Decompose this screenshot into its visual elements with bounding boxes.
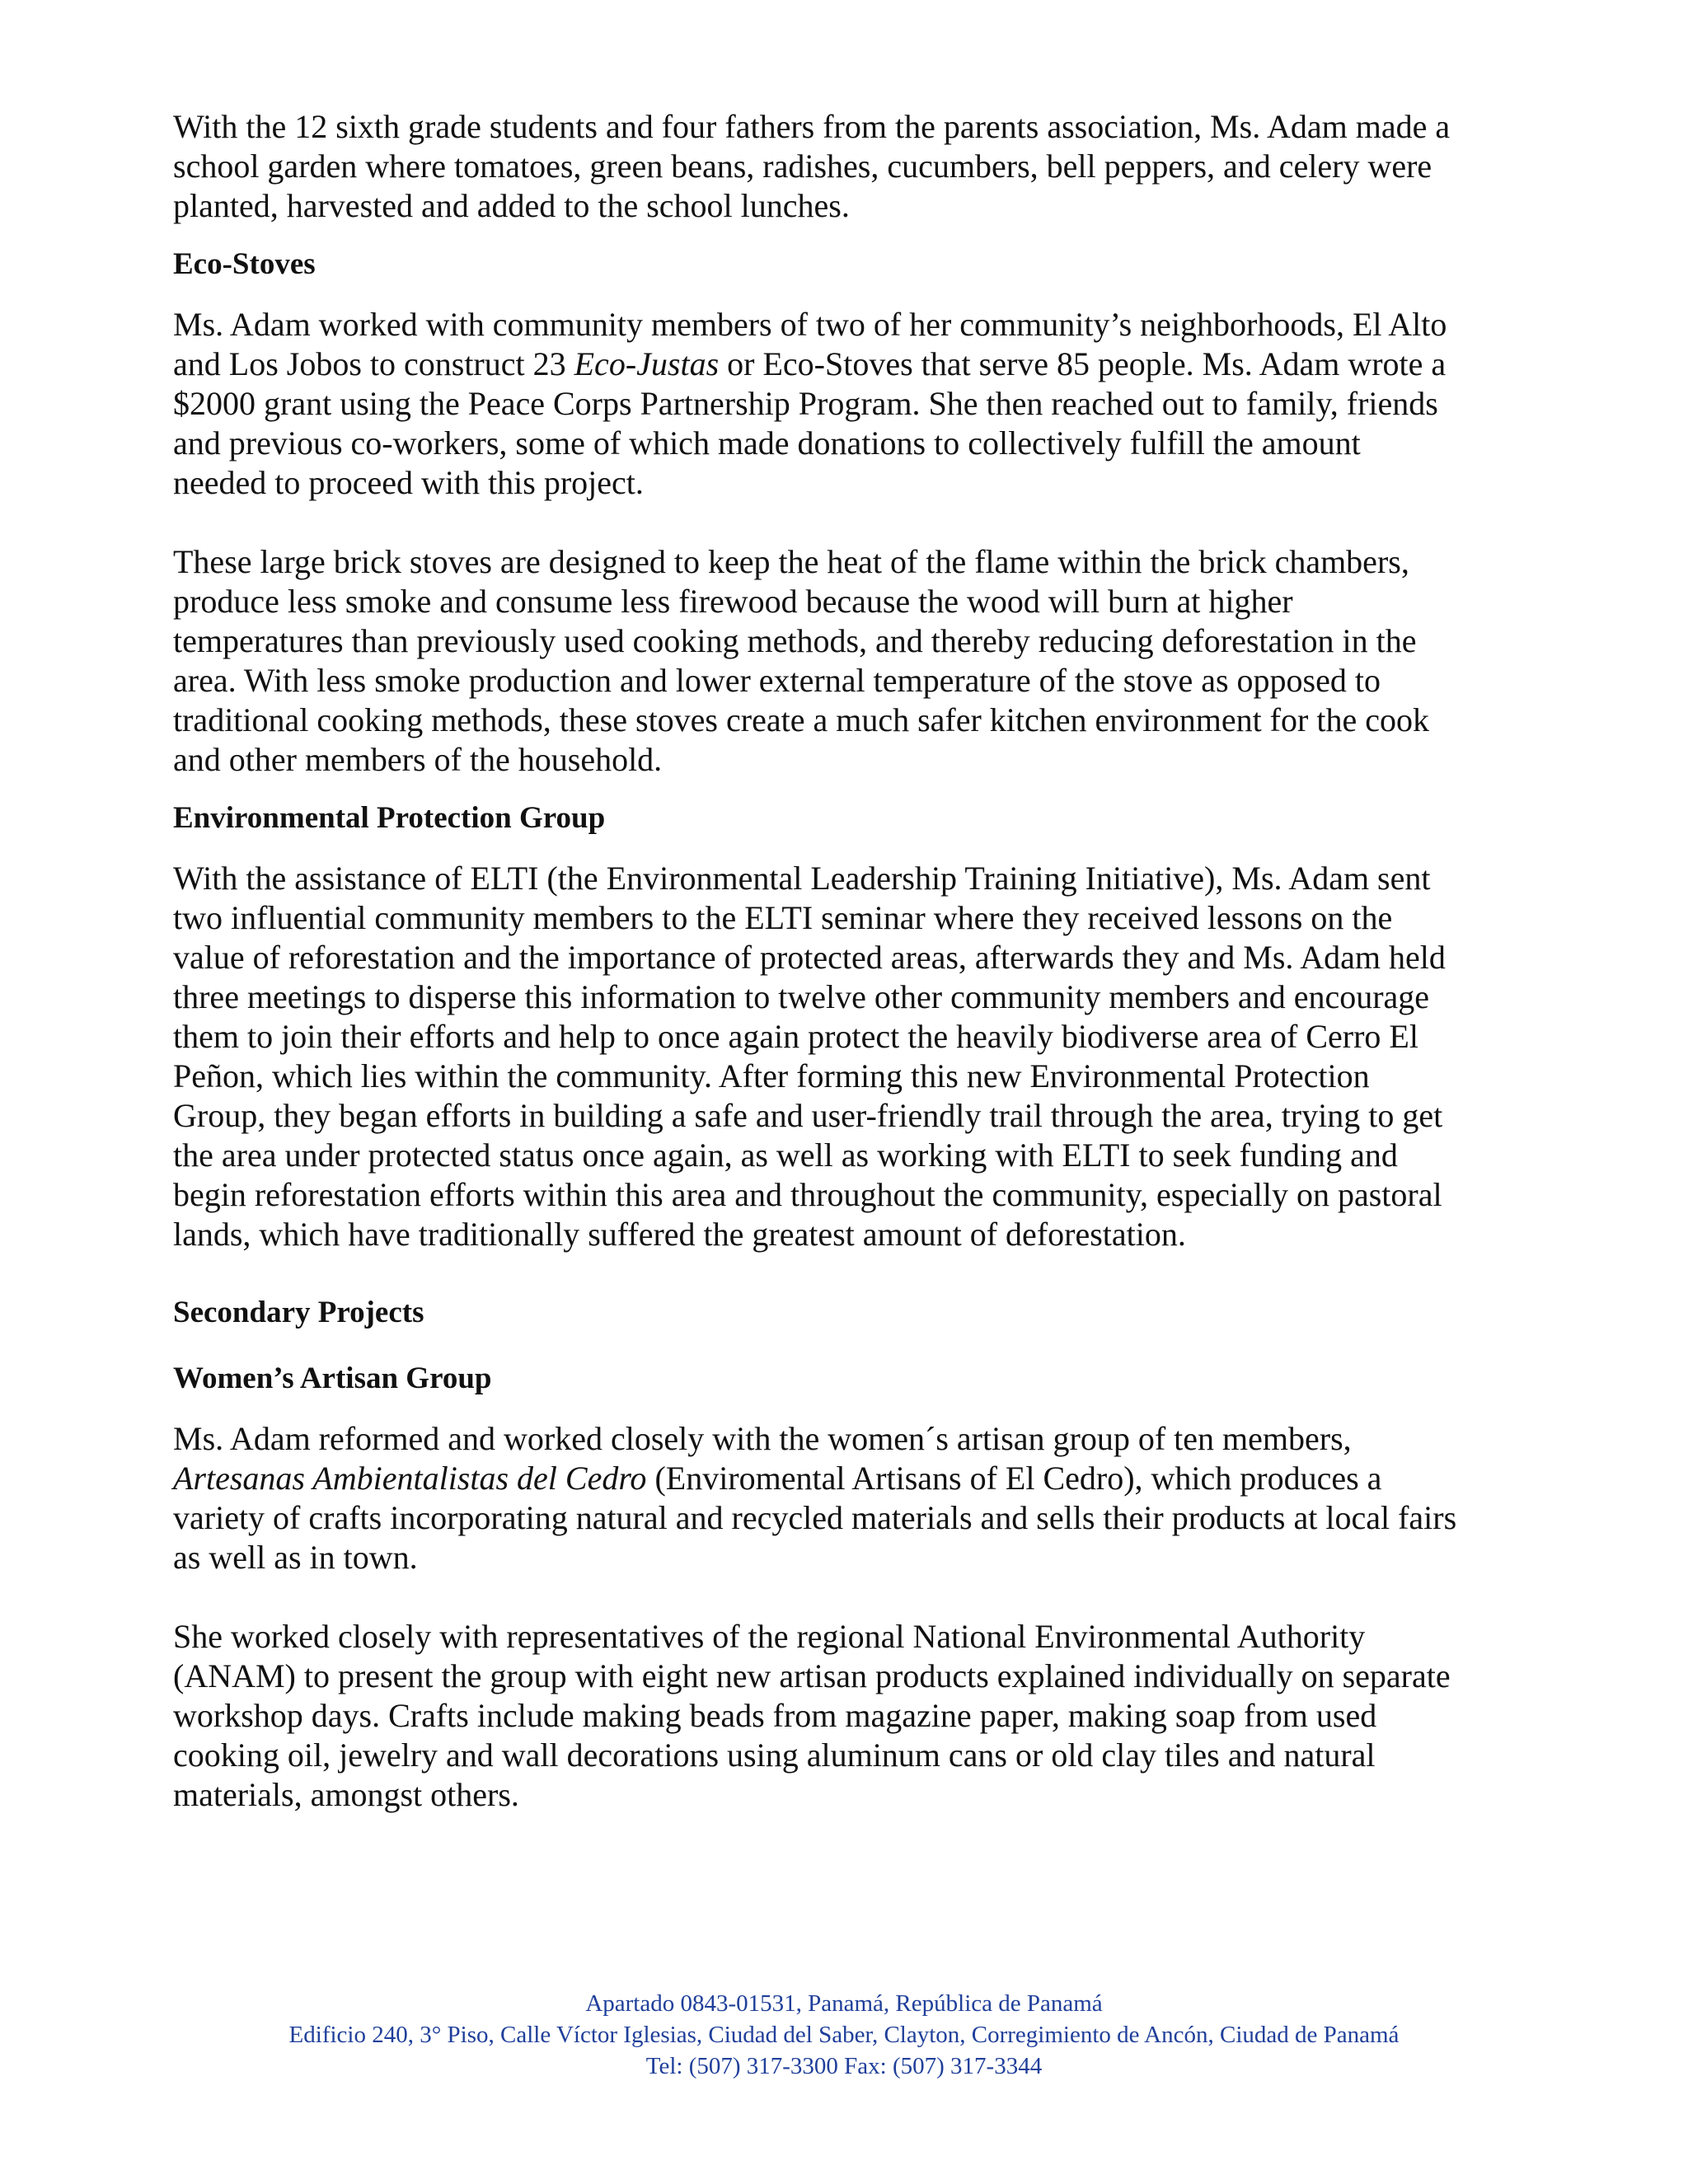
womens-artisan-text-b: (Enviromental Artisans of El Cedro), which produces a variety of crafts incorporating natural and recycled materials and sells their products at local fairs as well as in town.	[173, 1460, 1457, 1576]
heading-eco-stoves: Eco-Stoves	[173, 247, 316, 281]
paragraph-eco-stoves-2: These large brick stoves are designed to keep the heat of the flame within the brick chambers, produce less smoke and consume less firewood because the wood will burn at higher temperatures than previously used cooking methods, and thereby reducing deforestation in the area. With less smoke production and lower external temperature of the stove as opposed to traditional cooking methods, these stoves create a much safer kitchen environment for the cook and other members of the household.	[173, 543, 1429, 778]
document-body	[173, 107, 1459, 1815]
eco-stoves-text-b: or Eco-Stoves that serve 85 people. Ms. Adam wrote a $2000 grant using the Peace Corps Partnership Program. She then reached out to family, friends and previous co-workers, some of which made donations to collectively fulfill the amount needed to proceed with this project.	[173, 345, 1447, 501]
eco-stoves-text-a: Ms. Adam worked with community members of two of her community’s neighborhoods, El Alto and Los Jobos to construct 23	[173, 306, 1447, 382]
paragraph-environmental-protection: With the assistance of ELTI (the Environmental Leadership Training Initiative), Ms. Adam sent two influential community members to the ELTI seminar where they received lessons on the value of reforestation and the importance of protected areas, afterwards they and Ms. Adam held three meetings to disperse this information to twelve other community members and encourage them to join their efforts and help to once again protect the heavily biodiverse area of Cerro El Peñon, which lies within the community. After forming this new Environmental Protection Group, they began efforts in building a safe and user-friendly trail through the area, trying to get the area under protected status once again, as well as working with ELTI to seek funding and begin reforestation efforts within this area and throughout the community, especially on pastoral lands, which have traditionally suffered the greatest amount of deforestation.	[173, 860, 1446, 1253]
footer-address-line: Apartado 0843-01531, Panamá, República de Panamá	[585, 1990, 1103, 2017]
eco-justas-italic: Eco-Justas	[574, 345, 720, 382]
heading-secondary-projects: Secondary Projects	[173, 1296, 424, 1329]
paragraph-school-garden: With the 12 sixth grade students and four fathers from the parents association, Ms. Adam made a school garden where tomatoes, green beans, radishes, cucumbers, bell peppers, and celery were planted, harvested and added to the school lunches.	[173, 108, 1451, 224]
womens-artisan-text-a: Ms. Adam reformed and worked closely with the women´s artisan group of ten members,	[173, 1420, 1352, 1457]
paragraph-eco-stoves-1	[173, 305, 1459, 503]
letterhead-footer	[0, 1988, 1688, 2082]
paragraph-womens-artisan-1	[173, 1419, 1459, 1577]
heading-environmental-protection-group: Environmental Protection Group	[173, 801, 606, 835]
heading-womens-artisan-group: Women’s Artisan Group	[173, 1361, 492, 1395]
footer-building-line: Edificio 240, 3° Piso, Calle Víctor Iglesias, Ciudad del Saber, Clayton, Corregimiento de Ancón, Ciudad de Panamá	[288, 2022, 1400, 2048]
paragraph-womens-artisan-2: She worked closely with representatives of the regional National Environmental Authority (ANAM) to present the group with eight new artisan products explained individually on separate workshop days. Crafts include making beads from magazine paper, making soap from used cooking oil, jewelry and wall decorations using aluminum cans or old clay tiles and natural materials, amongst others.	[173, 1618, 1451, 1813]
artesanas-italic: Artesanas Ambientalistas del Cedro	[173, 1460, 647, 1497]
footer-phone-line: Tel: (507) 317-3300 Fax: (507) 317-3344	[645, 2053, 1043, 2079]
